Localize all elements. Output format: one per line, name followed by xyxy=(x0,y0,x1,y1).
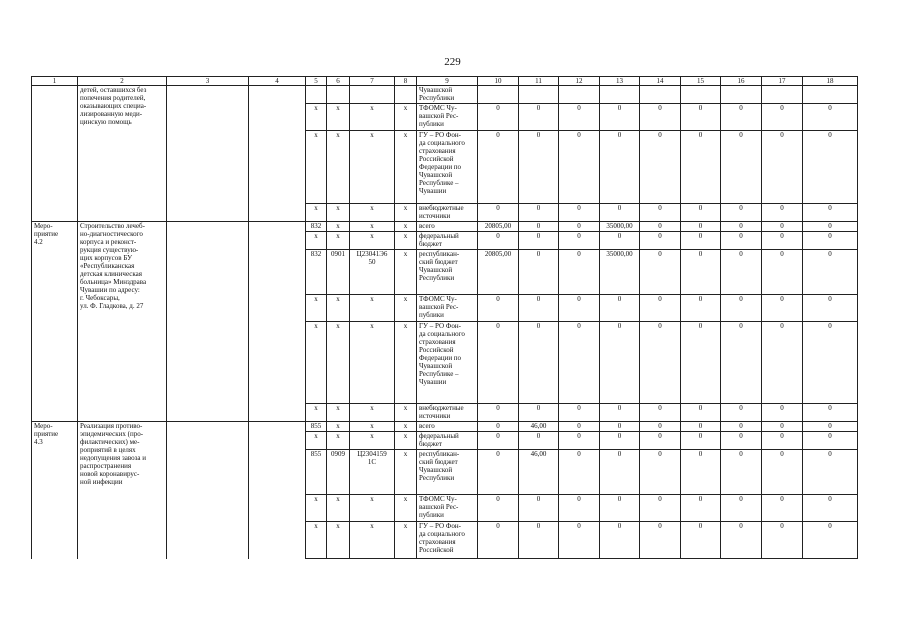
value-cell: 0 xyxy=(721,432,762,450)
value-cell: 0 xyxy=(519,204,559,222)
value-cell: 0 xyxy=(762,104,803,131)
code-cell-c7: x xyxy=(350,104,395,131)
value-cell xyxy=(681,86,721,104)
value-cell: 0 xyxy=(721,522,762,559)
value-cell: 0 xyxy=(600,104,640,131)
header-cell: 13 xyxy=(600,77,640,86)
empty-cell xyxy=(167,86,249,222)
code-cell-c7: x xyxy=(350,232,395,250)
code-cell-c6: 0901 xyxy=(327,250,350,295)
value-cell xyxy=(803,86,858,104)
code-cell-c6: x xyxy=(327,322,350,404)
value-cell xyxy=(721,86,762,104)
funding-source: ТФОМС Чу- вашской Рес- публики xyxy=(417,495,478,522)
value-cell: 0 xyxy=(640,450,681,495)
code-cell-c5: x xyxy=(306,322,327,404)
code-cell-c7: Ц23041Э6 50 xyxy=(350,250,395,295)
code-cell-c8: x xyxy=(395,104,417,131)
value-cell: 0 xyxy=(478,522,519,559)
value-cell: 0 xyxy=(559,322,600,404)
empty-cell xyxy=(167,222,249,422)
code-cell-c7: x xyxy=(350,222,395,232)
value-cell: 0 xyxy=(519,232,559,250)
code-cell-c6: x xyxy=(327,204,350,222)
value-cell: 0 xyxy=(640,250,681,295)
code-cell-c6: x xyxy=(327,222,350,232)
value-cell: 0 xyxy=(762,422,803,432)
value-cell: 0 xyxy=(803,232,858,250)
value-cell: 0 xyxy=(721,422,762,432)
header-cell: 10 xyxy=(478,77,519,86)
value-cell: 0 xyxy=(721,322,762,404)
value-cell: 0 xyxy=(519,250,559,295)
header-cell: 9 xyxy=(417,77,478,86)
page-number: 229 xyxy=(444,56,461,68)
code-cell-c5 xyxy=(306,86,327,104)
value-cell: 0 xyxy=(640,404,681,422)
value-cell: 0 xyxy=(681,295,721,322)
value-cell: 0 xyxy=(478,104,519,131)
code-cell-c5: x xyxy=(306,131,327,204)
table-row xyxy=(32,222,858,232)
code-cell-c8: x xyxy=(395,131,417,204)
value-cell: 0 xyxy=(762,232,803,250)
value-cell: 0 xyxy=(640,204,681,222)
header-cell: 16 xyxy=(721,77,762,86)
empty-cell xyxy=(167,422,249,559)
empty-cell xyxy=(249,222,306,422)
value-cell: 0 xyxy=(681,422,721,432)
code-cell-c6: x xyxy=(327,422,350,432)
header-cell: 5 xyxy=(306,77,327,86)
value-cell: 0 xyxy=(762,322,803,404)
value-cell: 0 xyxy=(478,495,519,522)
value-cell: 0 xyxy=(721,295,762,322)
value-cell: 0 xyxy=(478,131,519,204)
funding-source: ГУ – РО Фон- да социального страхования Российской Федерации по Чувашской Республике – Чувашии xyxy=(417,131,478,204)
funding-source: всего xyxy=(417,222,478,232)
code-cell-c6 xyxy=(327,86,350,104)
value-cell: 0 xyxy=(681,404,721,422)
value-cell: 0 xyxy=(640,295,681,322)
header-cell: 17 xyxy=(762,77,803,86)
value-cell: 0 xyxy=(519,432,559,450)
value-cell: 0 xyxy=(559,131,600,204)
value-cell: 0 xyxy=(640,131,681,204)
value-cell: 0 xyxy=(519,131,559,204)
value-cell: 0 xyxy=(559,422,600,432)
value-cell: 0 xyxy=(559,432,600,450)
value-cell: 0 xyxy=(519,222,559,232)
header-cell: 3 xyxy=(167,77,249,86)
value-cell: 0 xyxy=(803,131,858,204)
activity-name: Строительство лечеб- но-диагностического корпуса и реконст- рукция существую- щих корпусов БУ «Республиканская детская клиническая больница» Минздрава Чувашии по адресу: г. Чебоксары, ул. Ф. Гладкова, д. 27 xyxy=(78,222,167,422)
value-cell: 0 xyxy=(681,222,721,232)
value-cell: 0 xyxy=(681,131,721,204)
value-cell: 0 xyxy=(640,422,681,432)
value-cell: 0 xyxy=(519,522,559,559)
activity-name: детей, оставшихся без попечения родителей, оказывающих специа- лизированную меди- цинскую помощь xyxy=(78,86,167,222)
value-cell: 0 xyxy=(559,222,600,232)
empty-cell xyxy=(249,86,306,222)
value-cell: 0 xyxy=(721,222,762,232)
value-cell: 0 xyxy=(559,250,600,295)
value-cell: 0 xyxy=(762,450,803,495)
value-cell: 0 xyxy=(478,204,519,222)
value-cell: 0 xyxy=(559,404,600,422)
value-cell: 0 xyxy=(600,232,640,250)
value-cell: 0 xyxy=(640,232,681,250)
value-cell: 0 xyxy=(640,222,681,232)
value-cell: 0 xyxy=(640,104,681,131)
code-cell-c6: x xyxy=(327,295,350,322)
value-cell: 0 xyxy=(600,422,640,432)
value-cell: 0 xyxy=(640,322,681,404)
code-cell-c7: x xyxy=(350,204,395,222)
value-cell: 0 xyxy=(559,295,600,322)
header-cell: 14 xyxy=(640,77,681,86)
code-cell-c6: x xyxy=(327,495,350,522)
value-cell: 20805,00 xyxy=(478,222,519,232)
value-cell: 0 xyxy=(803,104,858,131)
code-cell-c8: x xyxy=(395,450,417,495)
value-cell: 0 xyxy=(600,295,640,322)
code-cell-c8: x xyxy=(395,422,417,432)
value-cell: 0 xyxy=(681,432,721,450)
value-cell: 0 xyxy=(803,450,858,495)
code-cell-c8: x xyxy=(395,232,417,250)
value-cell: 0 xyxy=(519,404,559,422)
value-cell: 0 xyxy=(478,232,519,250)
table-row xyxy=(32,422,858,432)
funding-source: ГУ – РО Фон- да социального страхования Российской Федерации по Чувашской Республике – Чувашии xyxy=(417,322,478,404)
value-cell: 0 xyxy=(640,522,681,559)
code-cell-c8 xyxy=(395,86,417,104)
funding-source: Чувашской Республики xyxy=(417,86,478,104)
code-cell-c5: x xyxy=(306,232,327,250)
code-cell-c8: x xyxy=(395,495,417,522)
value-cell: 0 xyxy=(600,204,640,222)
activity-number xyxy=(32,86,78,222)
funding-source: ТФОМС Чу- вашской Рес- публики xyxy=(417,104,478,131)
funding-source: внебюджетные источники xyxy=(417,204,478,222)
code-cell-c7: x xyxy=(350,522,395,559)
code-cell-c8: x xyxy=(395,322,417,404)
value-cell: 0 xyxy=(600,495,640,522)
value-cell: 0 xyxy=(478,322,519,404)
code-cell-c5: 832 xyxy=(306,250,327,295)
code-cell-c8: x xyxy=(395,522,417,559)
value-cell: 0 xyxy=(762,250,803,295)
value-cell: 0 xyxy=(559,450,600,495)
code-cell-c7: x xyxy=(350,131,395,204)
value-cell: 0 xyxy=(681,232,721,250)
value-cell: 35000,00 xyxy=(600,222,640,232)
activity-number: Меро- приятие 4.2 xyxy=(32,222,78,422)
value-cell: 0 xyxy=(681,104,721,131)
code-cell-c7: x xyxy=(350,495,395,522)
value-cell: 0 xyxy=(681,450,721,495)
value-cell: 0 xyxy=(762,404,803,422)
value-cell: 0 xyxy=(478,422,519,432)
funding-source: республикан- ский бюджет Чувашской Республики xyxy=(417,450,478,495)
code-cell-c5: x xyxy=(306,522,327,559)
value-cell: 0 xyxy=(803,495,858,522)
funding-source: федеральный бюджет xyxy=(417,432,478,450)
value-cell: 0 xyxy=(681,495,721,522)
value-cell xyxy=(640,86,681,104)
funding-source: ТФОМС Чу- вашской Рес- публики xyxy=(417,295,478,322)
value-cell: 0 xyxy=(559,232,600,250)
code-cell-c7 xyxy=(350,86,395,104)
value-cell: 0 xyxy=(803,295,858,322)
funding-source: ГУ – РО Фон- да социального страхования Российской xyxy=(417,522,478,559)
code-cell-c8: x xyxy=(395,222,417,232)
header-cell: 15 xyxy=(681,77,721,86)
value-cell: 35000,00 xyxy=(600,250,640,295)
header-cell: 12 xyxy=(559,77,600,86)
code-cell-c8: x xyxy=(395,404,417,422)
value-cell: 0 xyxy=(519,495,559,522)
code-cell-c6: 0909 xyxy=(327,450,350,495)
activity-number: Меро- приятие 4.3 xyxy=(32,422,78,559)
value-cell: 0 xyxy=(803,522,858,559)
header-cell: 8 xyxy=(395,77,417,86)
value-cell: 0 xyxy=(721,131,762,204)
value-cell xyxy=(519,86,559,104)
value-cell: 0 xyxy=(681,522,721,559)
value-cell: 0 xyxy=(803,404,858,422)
value-cell: 0 xyxy=(721,232,762,250)
code-cell-c5: x xyxy=(306,432,327,450)
value-cell: 0 xyxy=(721,450,762,495)
value-cell: 0 xyxy=(762,295,803,322)
value-cell xyxy=(559,86,600,104)
value-cell: 0 xyxy=(721,495,762,522)
code-cell-c6: x xyxy=(327,404,350,422)
value-cell: 0 xyxy=(721,250,762,295)
value-cell xyxy=(762,86,803,104)
value-cell: 0 xyxy=(640,432,681,450)
value-cell: 0 xyxy=(721,204,762,222)
code-cell-c7: x xyxy=(350,295,395,322)
value-cell: 0 xyxy=(803,322,858,404)
value-cell xyxy=(600,86,640,104)
value-cell: 46,00 xyxy=(519,450,559,495)
value-cell: 0 xyxy=(762,222,803,232)
value-cell: 0 xyxy=(478,432,519,450)
code-cell-c5: x xyxy=(306,404,327,422)
header-cell: 18 xyxy=(803,77,858,86)
value-cell: 0 xyxy=(803,422,858,432)
value-cell: 0 xyxy=(681,250,721,295)
value-cell: 0 xyxy=(519,295,559,322)
code-cell-c5: x xyxy=(306,204,327,222)
code-cell-c7: x xyxy=(350,404,395,422)
code-cell-c5: x xyxy=(306,495,327,522)
code-cell-c6: x xyxy=(327,131,350,204)
value-cell: 0 xyxy=(478,450,519,495)
code-cell-c7: Ц2304159 1С xyxy=(350,450,395,495)
value-cell: 0 xyxy=(559,204,600,222)
value-cell: 0 xyxy=(600,432,640,450)
value-cell: 20805,00 xyxy=(478,250,519,295)
code-cell-c7: x xyxy=(350,422,395,432)
code-cell-c5: 855 xyxy=(306,422,327,432)
funding-source: федеральный бюджет xyxy=(417,232,478,250)
code-cell-c8: x xyxy=(395,295,417,322)
header-row xyxy=(32,77,858,86)
header-cell: 1 xyxy=(32,77,78,86)
value-cell: 0 xyxy=(600,404,640,422)
code-cell-c5: 832 xyxy=(306,222,327,232)
header-cell: 11 xyxy=(519,77,559,86)
code-cell-c8: x xyxy=(395,250,417,295)
table-row xyxy=(32,86,858,104)
value-cell: 0 xyxy=(519,322,559,404)
code-cell-c8: x xyxy=(395,432,417,450)
funding-source: республикан- ский бюджет Чувашской Республики xyxy=(417,250,478,295)
code-cell-c6: x xyxy=(327,104,350,131)
value-cell: 0 xyxy=(762,522,803,559)
budget-table xyxy=(31,76,858,559)
value-cell: 0 xyxy=(803,222,858,232)
empty-cell xyxy=(249,422,306,559)
code-cell-c8: x xyxy=(395,204,417,222)
code-cell-c7: x xyxy=(350,322,395,404)
header-cell: 4 xyxy=(249,77,306,86)
value-cell: 0 xyxy=(559,104,600,131)
value-cell: 0 xyxy=(478,404,519,422)
value-cell: 0 xyxy=(519,104,559,131)
funding-source: внебюджетные источники xyxy=(417,404,478,422)
value-cell: 0 xyxy=(559,495,600,522)
value-cell: 0 xyxy=(559,522,600,559)
value-cell: 46,00 xyxy=(519,422,559,432)
code-cell-c6: x xyxy=(327,432,350,450)
value-cell: 0 xyxy=(681,204,721,222)
value-cell: 0 xyxy=(600,522,640,559)
funding-source: всего xyxy=(417,422,478,432)
value-cell: 0 xyxy=(600,131,640,204)
value-cell: 0 xyxy=(681,322,721,404)
value-cell: 0 xyxy=(803,250,858,295)
header-cell: 2 xyxy=(78,77,167,86)
header-cell: 7 xyxy=(350,77,395,86)
value-cell xyxy=(478,86,519,104)
value-cell: 0 xyxy=(762,432,803,450)
value-cell: 0 xyxy=(600,322,640,404)
value-cell: 0 xyxy=(721,404,762,422)
code-cell-c6: x xyxy=(327,232,350,250)
code-cell-c5: x xyxy=(306,295,327,322)
value-cell: 0 xyxy=(803,204,858,222)
code-cell-c6: x xyxy=(327,522,350,559)
value-cell: 0 xyxy=(762,495,803,522)
value-cell: 0 xyxy=(721,104,762,131)
value-cell: 0 xyxy=(803,432,858,450)
code-cell-c7: x xyxy=(350,432,395,450)
header-cell: 6 xyxy=(327,77,350,86)
value-cell: 0 xyxy=(478,295,519,322)
value-cell: 0 xyxy=(640,495,681,522)
code-cell-c5: x xyxy=(306,104,327,131)
activity-name: Реализация противо- эпидемических (про- филактических) ме- роприятий в целях недопущения завоза и распространения новой коронавирус- ной инфекции xyxy=(78,422,167,559)
code-cell-c5: 855 xyxy=(306,450,327,495)
value-cell: 0 xyxy=(762,131,803,204)
value-cell: 0 xyxy=(600,450,640,495)
value-cell: 0 xyxy=(762,204,803,222)
